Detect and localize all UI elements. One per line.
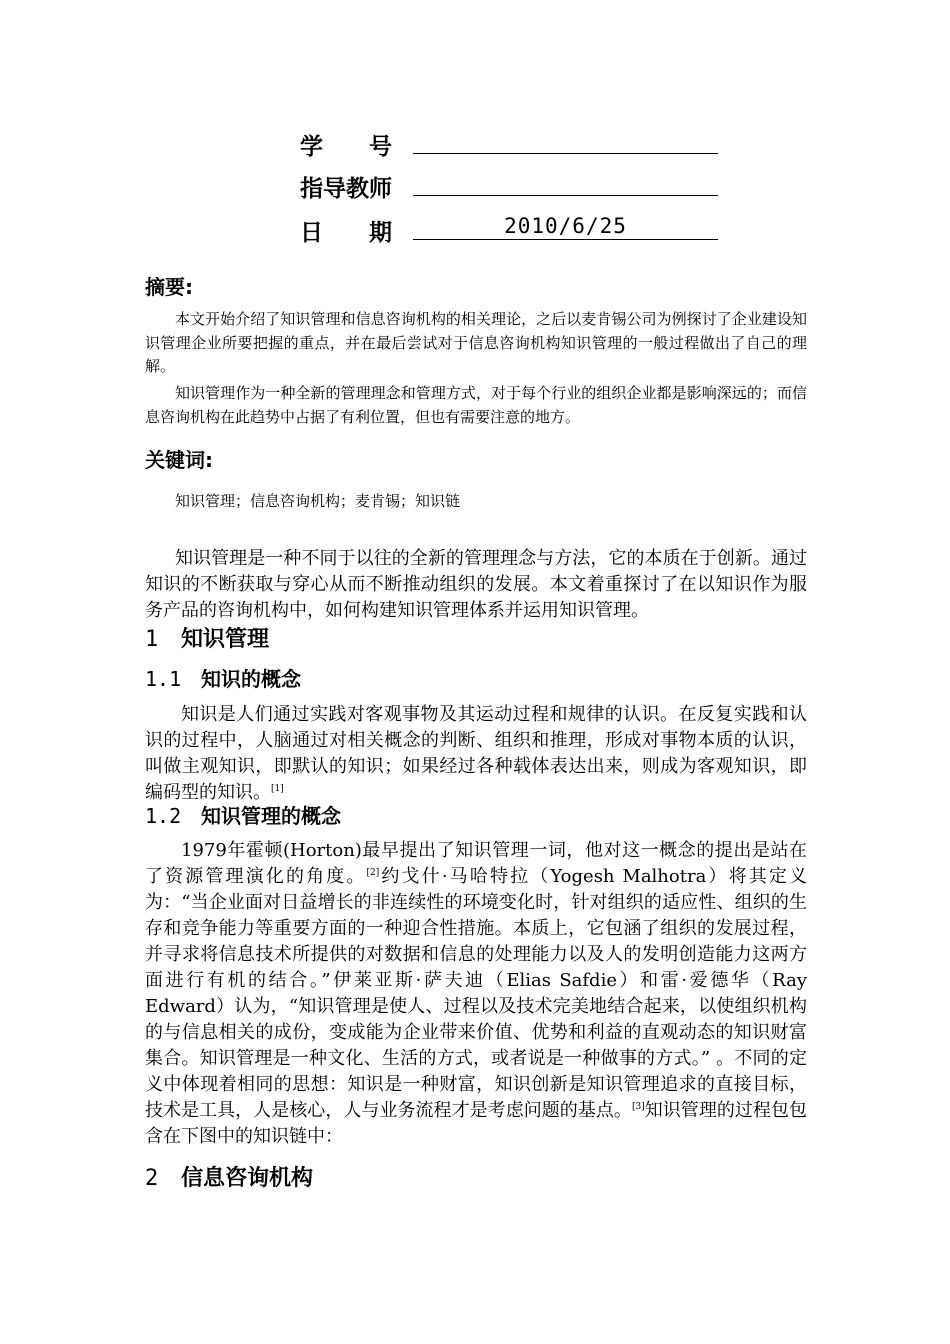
date-value: 2010/6/25 xyxy=(504,214,627,238)
advisor-row xyxy=(300,170,720,210)
keywords-text: 知识管理；信息咨询机构；麦肯锡；知识链 xyxy=(175,492,461,510)
section-1-2-text-c: 知识管理的过程包包含在下图中的知识链中： xyxy=(145,1100,807,1147)
date-label: 日 期 xyxy=(300,220,392,246)
section-1-2-heading xyxy=(145,800,341,829)
student-id-underline xyxy=(413,153,718,154)
abstract-paragraph-2: 知识管理作为一种全新的管理理念和管理方式，对于每个行业的组织企业都是影响深远的；而信息咨询机构在此趋势中占据了有利位置，但也有需要注意的地方。 xyxy=(145,384,807,426)
keywords-heading: 关键词: xyxy=(145,448,213,472)
section-1-1-text: 知识是人们通过实践对客观事物及其运动过程和规律的认识。在反复实践和认识的过程中，人脑通过对相关概念的判断、组织和推理，形成对事物本质的认识，叫做主观知识，即默认的知识；如果经过各种载体表达出来，则成为客观知识，即编码型的知识。 xyxy=(145,704,807,803)
section-1-1-title: 知识的概念 xyxy=(201,667,301,691)
section-2-title: 信息咨询机构 xyxy=(181,1166,314,1191)
section-1-1-paragraph xyxy=(145,702,807,806)
section-1-2-text-b: 约戈什·马哈特拉（Yogesh Malhotra）将其定义为：“当企业面对日益增长的非连续性的环境变化时，针对组织的适应性、组织的生存和竞争能力等重要方面的一种迎合性措施。本质上，它包涵了组织的发展过程，并寻求将信息技术所提供的对数据和信息的处理能力以及人的发明创造能力这两方面进行有机的结合。”伊莱亚斯·萨夫迪（Elias Safdie）和雷·爱德华（Ray Edward）认为，“知识管理是使人、过程以及技术完美地结合起来，以使组织机构的与信息相关的成份，变成能为企业带来价值、优势和利益的直观动态的知识财富集合。知识管理是一种文化、生活的方式，或者说是一种做事的方式。” 。不同的定义中体现着相同的思想：知识是一种财富，知识创新是知识管理追求的直接目标，技术是工具，人是核心，人与业务流程才是考虑问题的基点。 xyxy=(145,866,807,1121)
citation-1: [1] xyxy=(271,784,284,794)
section-1-title: 知识管理 xyxy=(181,627,270,652)
section-1-1-number: 1.1 xyxy=(145,667,182,691)
advisor-label: 指导教师 xyxy=(300,176,392,202)
section-1-number: 1 xyxy=(145,627,159,652)
advisor-underline xyxy=(413,195,718,196)
abstract-heading: 摘要: xyxy=(145,275,193,299)
citation-2: [2] xyxy=(366,868,380,878)
section-1-2-number: 1.2 xyxy=(145,804,182,828)
intro-paragraph: 知识管理是一种不同于以往的全新的管理理念与方法，它的本质在于创新。通过知识的不断获取与穿心从而不断推动组织的发展。本文着重探讨了在以知识作为服务产品的咨询机构中，如何构建知识管理体系并运用知识管理。 xyxy=(145,548,807,621)
citation-3: [3] xyxy=(631,1102,645,1112)
section-1-heading xyxy=(145,622,269,653)
student-id-row xyxy=(300,128,720,168)
section-1-2-title: 知识管理的概念 xyxy=(201,804,341,828)
section-2-number: 2 xyxy=(145,1166,159,1191)
date-row xyxy=(300,214,720,254)
student-id-label: 学 号 xyxy=(300,134,392,160)
date-underline xyxy=(413,239,718,240)
abstract-paragraph-1: 本文开始介绍了知识管理和信息咨询机构的相关理论，之后以麦肯锡公司为例探讨了企业建设知识管理企业所要把握的重点，并在最后尝试对于信息咨询机构知识管理的一般过程做出了自己的理解。 xyxy=(145,310,807,375)
section-2-heading xyxy=(145,1161,313,1192)
section-1-1-heading xyxy=(145,663,301,692)
section-1-2-text-a: 1979年霍顿(Horton)最早提出了知识管理一词，他对这一概念的提出是站在了资源管理演化的角度。 xyxy=(145,840,807,887)
section-1-2-paragraph xyxy=(145,838,807,1150)
